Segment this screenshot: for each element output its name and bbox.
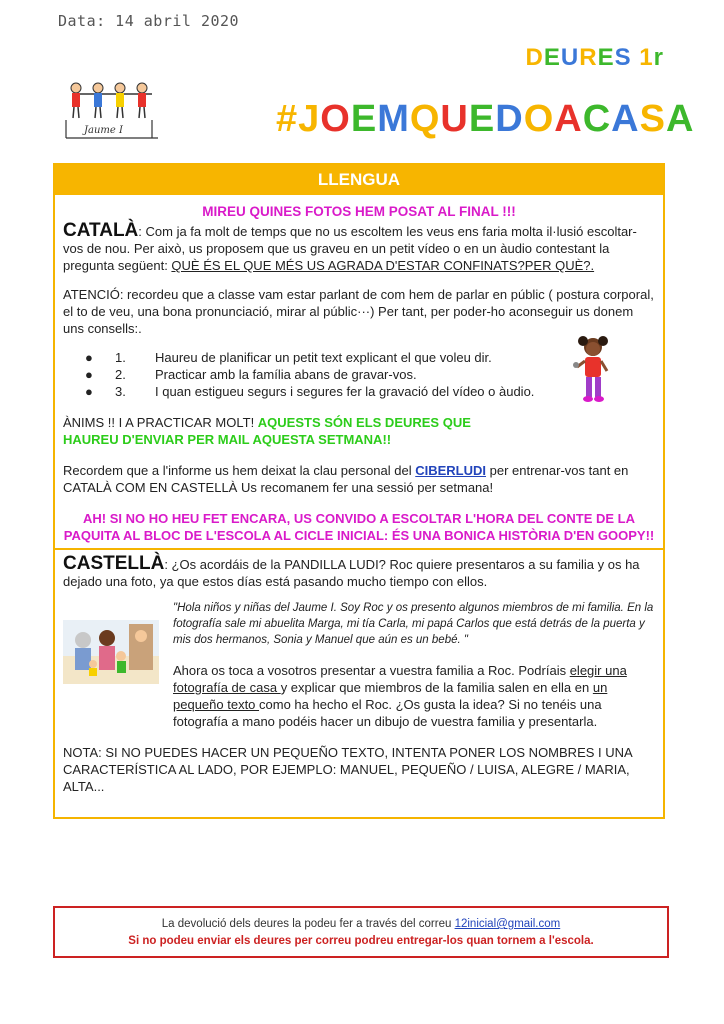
consell-bullet: ● bbox=[85, 384, 93, 399]
hashtag-letter: O bbox=[320, 98, 351, 140]
task-text-b: y explicar que miembros de la familia salen en ella en bbox=[280, 680, 593, 695]
deures-letter: D bbox=[525, 44, 544, 71]
ciberludi-link[interactable]: CIBERLUDI bbox=[415, 463, 487, 478]
consell-txt: I quan estigueu segurs i segures fer la gravació del vídeo o àudio. bbox=[155, 384, 535, 399]
task-underline-photo: elegir una fotografía de casa bbox=[173, 663, 627, 695]
hashtag-letter: Q bbox=[409, 98, 441, 140]
roc-quote: "Hola niños y niñas del Jaume I. Soy Roc y os presento algunos miembros de mi familia. En la fotografía sale mi abuelita Marga, mi tía Carla, mi papá Carlos que está detrás de la puerta y mis dos hermanos, Sonia y Manuel que aún es un bebé. " bbox=[173, 602, 654, 646]
footer-box bbox=[53, 906, 669, 958]
castella-subject: CASTELLÀ bbox=[63, 553, 165, 574]
consell-num: 2. bbox=[115, 367, 126, 382]
hashtag-letter: M bbox=[377, 98, 410, 140]
atencio-text: ATENCIÓ: recordeu que a classe vam estar parlant de com hem de parlar en públic ( postura corporal, el to de veu, una bona pronunciació, mirar al públic···) Per tant, per poder-ho aconseguir us donem uns consells:. bbox=[63, 287, 654, 336]
hashtag-title bbox=[276, 98, 694, 141]
catala-section bbox=[55, 195, 663, 550]
consell-item bbox=[85, 383, 565, 400]
deures-letter: R bbox=[579, 44, 598, 71]
deures-letter: r bbox=[653, 44, 664, 71]
email-link[interactable]: 12inicial@gmail.com bbox=[454, 918, 561, 930]
consell-txt: Haureu de planificar un petit text explicant el que voleu dir. bbox=[155, 350, 492, 365]
hashtag-letter: J bbox=[298, 98, 321, 140]
consells-list bbox=[85, 349, 565, 400]
consell-item bbox=[85, 366, 565, 383]
logo-text: Jaume I bbox=[84, 125, 123, 136]
consell-bullet: ● bbox=[85, 367, 93, 382]
task-text-a: Ahora os toca a vosotros presentar a vuestra familia a Roc. Podríais bbox=[173, 663, 570, 678]
hashtag-letter: U bbox=[440, 98, 469, 140]
catala-subject: CATALÀ bbox=[63, 220, 139, 241]
deures-letter: E bbox=[543, 44, 561, 71]
hashtag-letter: D bbox=[495, 98, 524, 140]
fotos-notice: MIREU QUINES FOTOS HEM POSAT AL FINAL !!! bbox=[202, 204, 516, 219]
deures-letter: 1 bbox=[639, 44, 654, 71]
hashtag-letter: A bbox=[665, 98, 695, 140]
nota-text: NOTA: SI NO PUEDES HACER UN PEQUEÑO TEXTO, INTENTA PONER LOS NOMBRES I UNA CARACTERÍSTICA AL LADO, POR EJEMPLO: MANUEL, PEQUEÑO / LUISA, ALEGRE / MARIA, ALTA... bbox=[63, 745, 632, 794]
deures-letter: U bbox=[560, 44, 580, 71]
conte-notice: AH! SI NO HO HEU FET ENCARA, US CONVIDO A ESCOLTAR L'HORA DEL CONTE DE LA PAQUITA AL BLOC DE L'ESCOLA AL CICLE INICIAL: ÉS UNA BONICA HISTÒRIA D'EN GOOPY!! bbox=[63, 511, 655, 543]
llengua-box bbox=[53, 163, 665, 819]
hashtag-letter: # bbox=[276, 98, 299, 140]
deures-letter: E bbox=[597, 44, 615, 71]
consell-item bbox=[85, 349, 565, 366]
date-label: Data: 14 abril 2020 bbox=[58, 12, 240, 30]
footer-line2: Si no podeu enviar els deures per correu podreu entregar-los quan tornem a l'escola. bbox=[128, 935, 594, 947]
task-text-c: como ha hecho el Roc. ¿Os gusta la idea? Si no tenéis una fotografía a mano podéis hacer un dibujo de vuestra familia y presentarla. bbox=[173, 697, 602, 729]
consell-bullet: ● bbox=[85, 350, 93, 365]
anims-text: ÀNIMS !! I A PRACTICAR MOLT! bbox=[63, 415, 258, 430]
deures-mail-notice: AQUESTS SÓN ELS DEURES QUE HAUREU D'ENVIAR PER MAIL AQUESTA SETMANA!! bbox=[63, 415, 471, 447]
hashtag-letter: C bbox=[582, 98, 612, 140]
hashtag-letter: A bbox=[554, 98, 583, 140]
hashtag-letter: S bbox=[639, 98, 666, 140]
hashtag-letter: O bbox=[523, 98, 555, 140]
catala-intro: : Com ja fa molt de temps que no us escoltem les veus ens faria molta il·lusió escoltar-vos de nou. Per això, us proposem que us graveu en un petit vídeo o en un àudio contestant la pregunta següent: bbox=[63, 224, 637, 273]
catala-question: QUÈ ÉS EL QUE MÉS US AGRADA D'ESTAR CONFINATS?PER QUÈ?. bbox=[171, 258, 595, 273]
footer-line1: La devolució dels deures la podeu fer a través del correu bbox=[161, 918, 455, 930]
hashtag-letter: A bbox=[611, 98, 640, 140]
castella-section bbox=[55, 550, 663, 795]
recordem-text-b: per entrenar-vos tant en CATALÀ COM EN CASTELLÀ Us recomanem fer una sessió per setmana! bbox=[63, 463, 629, 495]
hashtag-letter: E bbox=[468, 98, 496, 140]
children-logo-icon bbox=[62, 80, 162, 142]
consell-num: 3. bbox=[115, 384, 126, 399]
castella-intro: : ¿Os acordáis de la PANDILLA LUDI? Roc quiere presentaros a su familia y os ha dejado una foto, ya que estos días está pasando mucho tiempo con ellos. bbox=[63, 557, 640, 589]
family-photo bbox=[63, 620, 159, 684]
deures-letter: S bbox=[614, 44, 632, 71]
girl-microphone-icon bbox=[569, 335, 619, 405]
consell-txt: Practicar amb la família abans de gravar-vos. bbox=[155, 367, 417, 382]
consell-num: 1. bbox=[115, 350, 126, 365]
deures-title bbox=[526, 44, 664, 72]
recordem-text-a: Recordem que a l'informe us hem deixat la clau personal del bbox=[63, 463, 416, 478]
hashtag-letter: E bbox=[350, 98, 378, 140]
llengua-banner: LLENGUA bbox=[55, 165, 663, 195]
school-logo bbox=[62, 80, 162, 142]
task-underline-text: un pequeño texto bbox=[173, 680, 608, 712]
